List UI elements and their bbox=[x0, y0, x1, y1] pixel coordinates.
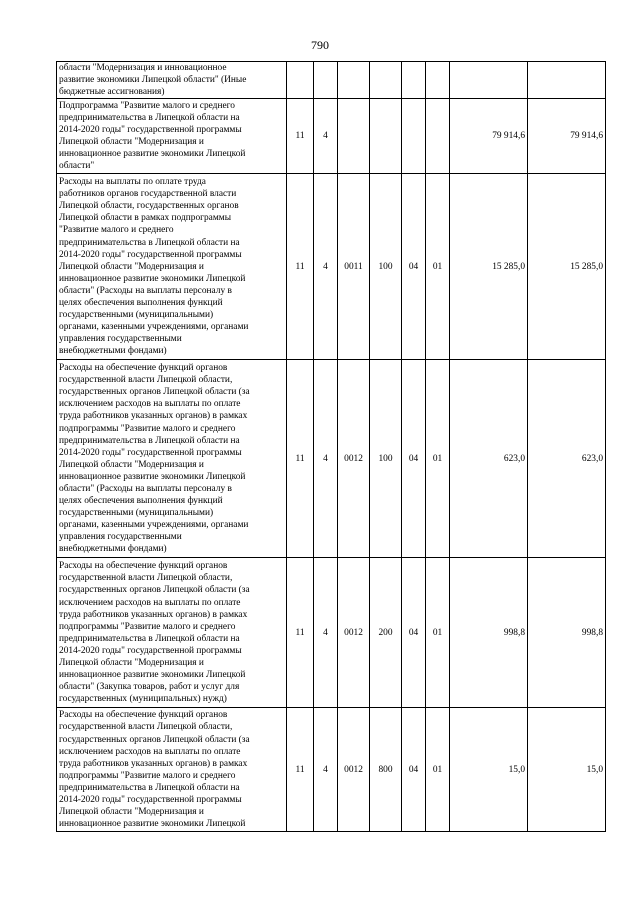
row-description: Подпрограмма "Развитие малого и среднего предпринимательства в Липецкой области на 2014-2020 годы" государственной программы Липецкой области "Модернизация и инновационное развитие экономики Липецкой области" bbox=[57, 99, 287, 174]
cell-code-1: 11 bbox=[287, 174, 314, 360]
cell-code-4: 800 bbox=[370, 708, 402, 832]
cell-code-3 bbox=[338, 99, 370, 174]
cell-code-3: 0012 bbox=[338, 360, 370, 558]
table-row bbox=[57, 558, 606, 708]
cell-code-6: 01 bbox=[426, 174, 450, 360]
cell-code-6: 01 bbox=[426, 360, 450, 558]
cell-amount-2 bbox=[528, 62, 606, 99]
budget-table bbox=[56, 61, 606, 832]
cell-code-2: 4 bbox=[314, 174, 338, 360]
cell-amount-1: 79 914,6 bbox=[450, 99, 528, 174]
cell-amount-1: 15 285,0 bbox=[450, 174, 528, 360]
row-description: области "Модернизация и инновационное развитие экономики Липецкой области" (Иные бюджетные ассигнования) bbox=[57, 62, 287, 99]
table-row bbox=[57, 360, 606, 558]
cell-code-4: 100 bbox=[370, 360, 402, 558]
row-description: Расходы на обеспечение функций органов государственной власти Липецкой области, государственных органов Липецкой области (за исключением расходов на выплаты по оплате труда работников указанных органов) в рамках подпрограммы "Развитие малого и среднего предпринимательства в Липецкой области на 2014-2020 годы" государственной программы Липецкой области "Модернизация и инновационное развитие экономики Липецкой области" (Закупка товаров, работ и услуг для государственных (муниципальных) нужд) bbox=[57, 558, 287, 708]
cell-code-5: 04 bbox=[402, 708, 426, 832]
cell-code-2 bbox=[314, 62, 338, 99]
cell-code-5: 04 bbox=[402, 174, 426, 360]
cell-code-4 bbox=[370, 62, 402, 99]
cell-amount-2: 15,0 bbox=[528, 708, 606, 832]
cell-amount-1: 998,8 bbox=[450, 558, 528, 708]
cell-code-2: 4 bbox=[314, 708, 338, 832]
cell-code-6: 01 bbox=[426, 558, 450, 708]
cell-amount-1: 623,0 bbox=[450, 360, 528, 558]
cell-code-1 bbox=[287, 62, 314, 99]
cell-code-3: 0012 bbox=[338, 708, 370, 832]
cell-code-3: 0012 bbox=[338, 558, 370, 708]
cell-code-4 bbox=[370, 99, 402, 174]
cell-code-2: 4 bbox=[314, 99, 338, 174]
page-number: 790 bbox=[311, 38, 329, 52]
cell-code-1: 11 bbox=[287, 708, 314, 832]
row-description: Расходы на выплаты по оплате труда работников органов государственной власти Липецкой области, государственных органов Липецкой области в рамках подпрограммы "Развитие малого и среднего предпринимательства в Липецкой области на 2014-2020 годы" государственной программы Липецкой области "Модернизация и инновационное развитие экономики Липецкой области" (Расходы на выплаты персоналу в целях обеспечения выполнения функций государственными (муниципальными) органами, казенными учреждениями, органами управления государственными внебюджетными фондами) bbox=[57, 174, 287, 360]
cell-amount-2: 998,8 bbox=[528, 558, 606, 708]
cell-amount-2: 623,0 bbox=[528, 360, 606, 558]
cell-code-2: 4 bbox=[314, 558, 338, 708]
cell-code-6 bbox=[426, 99, 450, 174]
table-row bbox=[57, 708, 606, 832]
row-description: Расходы на обеспечение функций органов государственной власти Липецкой области, государственных органов Липецкой области (за исключением расходов на выплаты по оплате труда работников указанных органов) в рамках подпрограммы "Развитие малого и среднего предпринимательства в Липецкой области на 2014-2020 годы" государственной программы Липецкой области "Модернизация и инновационное развитие экономики Липецкой bbox=[57, 708, 287, 832]
cell-code-6: 01 bbox=[426, 708, 450, 832]
cell-code-1: 11 bbox=[287, 360, 314, 558]
cell-code-3 bbox=[338, 62, 370, 99]
cell-code-1: 11 bbox=[287, 558, 314, 708]
cell-amount-1 bbox=[450, 62, 528, 99]
cell-code-5: 04 bbox=[402, 360, 426, 558]
cell-code-3: 0011 bbox=[338, 174, 370, 360]
cell-code-5 bbox=[402, 99, 426, 174]
cell-amount-1: 15,0 bbox=[450, 708, 528, 832]
table-row bbox=[57, 174, 606, 360]
cell-code-1: 11 bbox=[287, 99, 314, 174]
cell-code-5 bbox=[402, 62, 426, 99]
cell-code-4: 200 bbox=[370, 558, 402, 708]
cell-amount-2: 79 914,6 bbox=[528, 99, 606, 174]
cell-code-4: 100 bbox=[370, 174, 402, 360]
cell-code-5: 04 bbox=[402, 558, 426, 708]
row-description: Расходы на обеспечение функций органов государственной власти Липецкой области, государственных органов Липецкой области (за исключением расходов на выплаты по оплате труда работников указанных органов) в рамках подпрограммы "Развитие малого и среднего предпринимательства в Липецкой области на 2014-2020 годы" государственной программы Липецкой области "Модернизация и инновационное развитие экономики Липецкой области" (Расходы на выплаты персоналу в целях обеспечения выполнения функций государственными (муниципальными) органами, казенными учреждениями, органами управления государственными внебюджетными фондами) bbox=[57, 360, 287, 558]
cell-code-6 bbox=[426, 62, 450, 99]
table-row bbox=[57, 62, 606, 99]
table-row bbox=[57, 99, 606, 174]
cell-amount-2: 15 285,0 bbox=[528, 174, 606, 360]
cell-code-2: 4 bbox=[314, 360, 338, 558]
